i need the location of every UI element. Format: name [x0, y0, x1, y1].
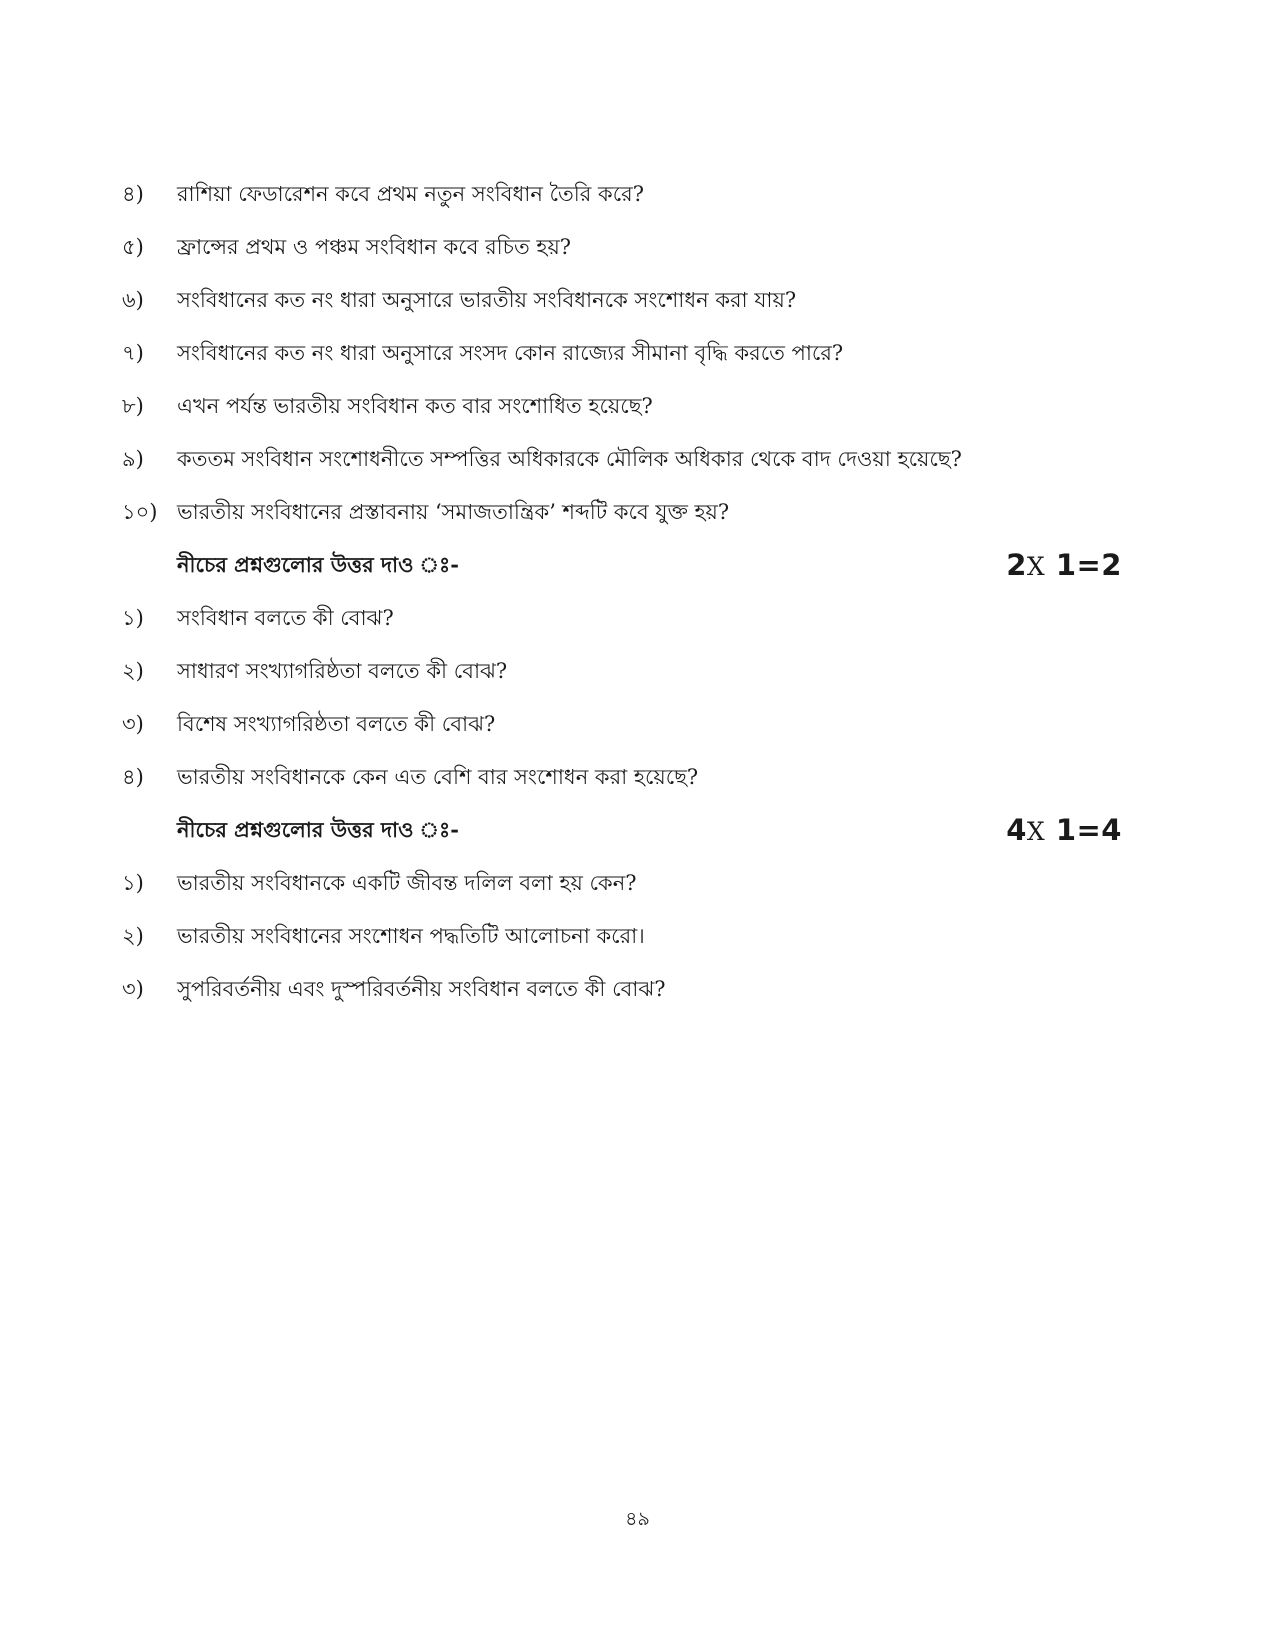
question-text: সাধারণ সংখ্যাগরিষ্ঠতা বলতে কী বোঝ? [177, 659, 508, 683]
question-number: ৫) [122, 235, 144, 259]
question-number: ৬) [122, 288, 144, 312]
marks-label [1006, 810, 1122, 852]
question-text: রাশিয়া ফেডারেশন কবে প্রথম নতুন সংবিধান তৈরি করে? [177, 182, 644, 206]
question-number: ৭) [122, 341, 144, 365]
marks-count: 2 [1006, 548, 1027, 582]
marks-multiply: X [1026, 817, 1046, 846]
question-item [122, 492, 1122, 532]
marks-total: 1=4 [1045, 813, 1122, 847]
marks-label [1006, 545, 1122, 587]
page-number: ৪৯ [625, 1508, 650, 1530]
question-text: কততম সংবিধান সংশোধনীতে সম্পত্তির অধিকারকে মৌলিক অধিকার থেকে বাদ দেওয়া হয়েছে? [177, 447, 962, 471]
question-text: সংবিধান বলতে কী বোঝ? [177, 606, 394, 630]
question-item [122, 916, 1122, 956]
marks-total: 1=2 [1045, 548, 1122, 582]
section-heading-row [122, 810, 1122, 850]
question-text: ভারতীয় সংবিধানকে কেন এত বেশি বার সংশোধন করা হয়েছে? [177, 765, 699, 789]
question-number: ২) [122, 659, 144, 683]
section-heading: নীচের প্রশ্নগুলোর উত্তর দাও ঃ- [177, 552, 459, 577]
question-text: ভারতীয় সংবিধানের প্রস্তাবনায় ‘সমাজতান্ত্রিক’ শব্দটি কবে যুক্ত হয়? [177, 500, 730, 524]
question-text: ভারতীয় সংবিধানের সংশোধন পদ্ধতিটি আলোচনা করো। [177, 924, 645, 948]
question-number: ৪) [122, 765, 144, 789]
marks-multiply: X [1026, 552, 1046, 581]
question-item [122, 651, 1122, 691]
question-number: ১) [122, 871, 144, 895]
question-text: ফ্রান্সের প্রথম ও পঞ্চম সংবিধান কবে রচিত হয়? [177, 235, 572, 259]
question-item [122, 439, 1122, 479]
question-item [122, 333, 1122, 373]
question-item [122, 174, 1122, 214]
question-item [122, 598, 1122, 638]
question-item [122, 280, 1122, 320]
question-text: সংবিধানের কত নং ধারা অনুসারে সংসদ কোন রাজ্যের সীমানা বৃদ্ধি করতে পারে? [177, 341, 844, 365]
question-item [122, 386, 1122, 426]
question-item [122, 704, 1122, 744]
marks-count: 4 [1006, 813, 1027, 847]
question-number: ৯) [122, 447, 144, 471]
question-number: ১০) [122, 500, 158, 524]
question-item [122, 969, 1122, 1009]
question-text: ভারতীয় সংবিধানকে একটি জীবন্ত দলিল বলা হয় কেন? [177, 871, 637, 895]
question-text: সংবিধানের কত নং ধারা অনুসারে ভারতীয় সংবিধানকে সংশোধন করা যায়? [177, 288, 797, 312]
question-number: ৮) [122, 394, 144, 418]
section-heading: নীচের প্রশ্নগুলোর উত্তর দাও ঃ- [177, 817, 459, 842]
question-item [122, 227, 1122, 267]
question-number: ২) [122, 924, 144, 948]
section-heading-row [122, 545, 1122, 585]
question-item [122, 757, 1122, 797]
question-item [122, 863, 1122, 903]
question-text: সুপরিবর্তনীয় এবং দুস্পরিবর্তনীয় সংবিধান বলতে কী বোঝ? [177, 977, 666, 1001]
question-text: বিশেষ সংখ্যাগরিষ্ঠতা বলতে কী বোঝ? [177, 712, 496, 736]
question-number: ৩) [122, 977, 144, 1001]
question-number: ৩) [122, 712, 144, 736]
question-number: ১) [122, 606, 144, 630]
question-number: ৪) [122, 182, 144, 206]
question-text: এখন পর্যন্ত ভারতীয় সংবিধান কত বার সংশোধিত হয়েছে? [177, 394, 653, 418]
